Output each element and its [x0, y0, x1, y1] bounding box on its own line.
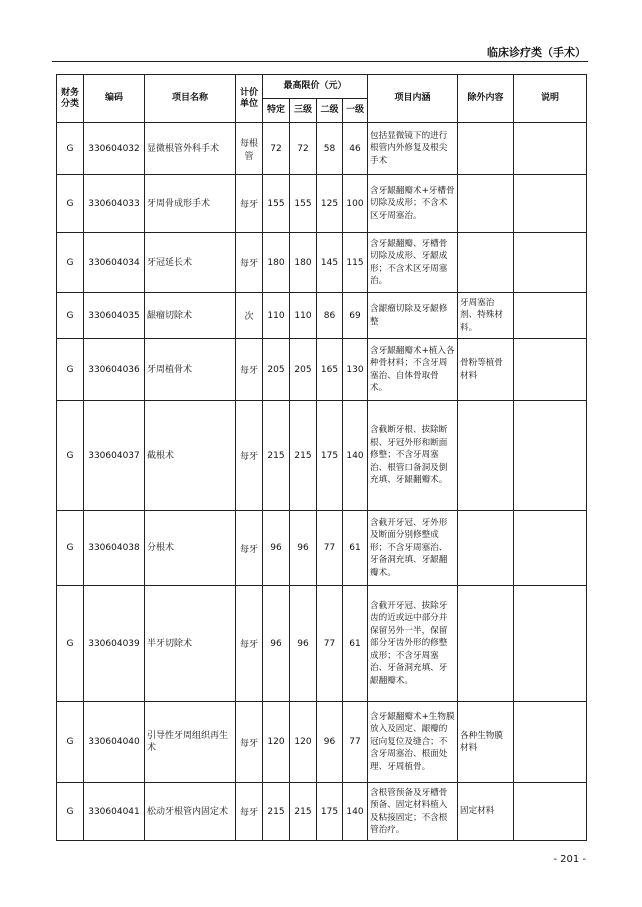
cell-price-l1: 115	[343, 233, 368, 293]
cell-content: 含根管预备及牙槽骨预备、固定材料植入及粘接固定；不含根管治疗。	[368, 783, 458, 841]
cell-exclude	[458, 175, 514, 233]
cell-note	[514, 586, 587, 702]
cell-code: 330604034	[84, 233, 145, 293]
cell-unit: 每牙	[236, 233, 263, 293]
cell-name: 牙周骨成形手术	[145, 175, 236, 233]
cell-price-special: 96	[263, 511, 290, 586]
cell-unit: 每根 管	[236, 123, 263, 175]
cell-category: G	[57, 783, 84, 841]
cell-price-l3: 96	[290, 586, 317, 702]
cell-price-l3: 96	[290, 511, 317, 586]
cell-note	[514, 175, 587, 233]
cell-price-l3: 155	[290, 175, 317, 233]
cell-name: 牙冠延长术	[145, 233, 236, 293]
cell-exclude	[458, 511, 514, 586]
cell-price-l2: 77	[317, 586, 343, 702]
col-header-category: 财务 分类	[57, 75, 84, 123]
cell-price-special: 205	[263, 339, 290, 401]
cell-unit: 每牙	[236, 783, 263, 841]
table-row	[57, 586, 587, 702]
cell-exclude: 牙周塞治剂、特殊材料。	[458, 293, 514, 339]
col-header-content: 项目内涵	[368, 75, 458, 123]
col-header-code: 编码	[84, 75, 145, 123]
cell-exclude	[458, 233, 514, 293]
cell-price-l2: 145	[317, 233, 343, 293]
cell-note	[514, 401, 587, 511]
cell-name: 松动牙根管内固定术	[145, 783, 236, 841]
cell-note	[514, 511, 587, 586]
cell-price-l2: 165	[317, 339, 343, 401]
table-row	[57, 339, 587, 401]
col-header-name: 项目名称	[145, 75, 236, 123]
cell-category: G	[57, 586, 84, 702]
cell-exclude	[458, 123, 514, 175]
cell-price-l3: 72	[290, 123, 317, 175]
cell-price-l3: 120	[290, 702, 317, 783]
cell-note	[514, 339, 587, 401]
cell-name: 半牙切除术	[145, 586, 236, 702]
cell-unit: 每牙	[236, 511, 263, 586]
cell-unit: 每牙	[236, 339, 263, 401]
table-body	[57, 123, 587, 841]
cell-price-l2: 175	[317, 783, 343, 841]
col-header-price-l1: 一级	[343, 99, 368, 123]
table-row	[57, 783, 587, 841]
col-header-price-l2: 二级	[317, 99, 343, 123]
cell-price-l1: 61	[343, 511, 368, 586]
cell-price-l3: 215	[290, 401, 317, 511]
table-row	[57, 293, 587, 339]
cell-code: 330604036	[84, 339, 145, 401]
col-header-price-l3: 三级	[290, 99, 317, 123]
col-header-unit: 计价 单位	[236, 75, 263, 123]
cell-price-special: 215	[263, 783, 290, 841]
cell-content: 含截开牙冠、拔除牙齿的近或远中部分并保留另外一半，保留部分牙齿外形的修整成形；不含牙周塞治、牙备洞充填、牙龈翻瓣术。	[368, 586, 458, 702]
cell-code: 330604040	[84, 702, 145, 783]
cell-price-l1: 140	[343, 401, 368, 511]
cell-price-l2: 96	[317, 702, 343, 783]
table-row	[57, 233, 587, 293]
cell-content: 含牙龈翻瓣术+植入各种骨材料；不含牙周塞治、自体骨取骨术。	[368, 339, 458, 401]
cell-content: 含牙龈翻瓣、牙槽骨切除及成形、牙龈成形；不含术区牙周塞治。	[368, 233, 458, 293]
cell-name: 截根术	[145, 401, 236, 511]
cell-note	[514, 702, 587, 783]
cell-unit: 每牙	[236, 401, 263, 511]
cell-price-l3: 215	[290, 783, 317, 841]
table-row	[57, 511, 587, 586]
cell-exclude: 各种生物膜材料	[458, 702, 514, 783]
cell-price-l1: 100	[343, 175, 368, 233]
page-header-title: 临床诊疗类（手术）	[487, 46, 586, 59]
price-table	[56, 74, 587, 841]
cell-price-l2: 86	[317, 293, 343, 339]
cell-price-l2: 125	[317, 175, 343, 233]
cell-name: 龈瘤切除术	[145, 293, 236, 339]
cell-note	[514, 123, 587, 175]
table-row	[57, 702, 587, 783]
cell-name: 分根术	[145, 511, 236, 586]
cell-category: G	[57, 175, 84, 233]
cell-price-l1: 140	[343, 783, 368, 841]
cell-category: G	[57, 401, 84, 511]
cell-content: 包括显微镜下的进行根管内外修复及根尖手术	[368, 123, 458, 175]
cell-unit: 每牙	[236, 702, 263, 783]
page-number: - 201 -	[553, 854, 586, 865]
table-row	[57, 175, 587, 233]
col-header-price-special: 特定	[263, 99, 290, 123]
cell-category: G	[57, 123, 84, 175]
cell-note	[514, 293, 587, 339]
cell-price-special: 110	[263, 293, 290, 339]
cell-content: 含截断牙根、拔除断根、牙冠外形和断面修整；不含牙周塞治、根管口备洞及倒充填、牙龈翻瓣术。	[368, 401, 458, 511]
cell-price-l1: 46	[343, 123, 368, 175]
cell-price-l2: 175	[317, 401, 343, 511]
cell-name: 引导性牙周组织再生术	[145, 702, 236, 783]
cell-price-l1: 77	[343, 702, 368, 783]
cell-category: G	[57, 233, 84, 293]
cell-code: 330604039	[84, 586, 145, 702]
cell-content: 含牙龈翻瓣术+牙槽骨切除及成形；不含术区牙周塞治。	[368, 175, 458, 233]
cell-content: 含龈瘤切除及牙龈修整	[368, 293, 458, 339]
cell-note	[514, 783, 587, 841]
cell-price-special: 180	[263, 233, 290, 293]
cell-category: G	[57, 702, 84, 783]
cell-content: 含截开牙冠、牙外形及断面分别修整成形；不含牙周塞治、牙备洞充填、牙龈翻瓣术。	[368, 511, 458, 586]
cell-code: 330604035	[84, 293, 145, 339]
cell-exclude: 骨粉等植骨材料	[458, 339, 514, 401]
cell-price-special: 72	[263, 123, 290, 175]
cell-name: 显微根管外科手术	[145, 123, 236, 175]
cell-price-special: 215	[263, 401, 290, 511]
cell-price-special: 155	[263, 175, 290, 233]
cell-unit: 每牙	[236, 175, 263, 233]
cell-code: 330604032	[84, 123, 145, 175]
cell-price-l1: 130	[343, 339, 368, 401]
cell-exclude	[458, 401, 514, 511]
cell-price-special: 120	[263, 702, 290, 783]
cell-price-l3: 205	[290, 339, 317, 401]
cell-price-l3: 110	[290, 293, 317, 339]
cell-price-l1: 69	[343, 293, 368, 339]
cell-code: 330604033	[84, 175, 145, 233]
cell-code: 330604038	[84, 511, 145, 586]
col-header-maxprice: 最高限价（元）	[263, 75, 368, 99]
cell-price-l3: 180	[290, 233, 317, 293]
cell-exclude: 固定材料	[458, 783, 514, 841]
cell-exclude	[458, 586, 514, 702]
table-row	[57, 401, 587, 511]
col-header-exclude: 除外内容	[458, 75, 514, 123]
cell-note	[514, 233, 587, 293]
cell-price-l1: 61	[343, 586, 368, 702]
cell-content: 含牙龈翻瓣术+生物膜放入及固定、龈瓣的冠向复位及缝合；不含牙周塞治、根面处理、牙周植骨。	[368, 702, 458, 783]
table-row	[57, 123, 587, 175]
cell-unit: 每牙	[236, 586, 263, 702]
cell-code: 330604037	[84, 401, 145, 511]
cell-unit: 次	[236, 293, 263, 339]
cell-code: 330604041	[84, 783, 145, 841]
col-header-note: 说明	[514, 75, 587, 123]
cell-price-l2: 58	[317, 123, 343, 175]
cell-price-special: 96	[263, 586, 290, 702]
cell-category: G	[57, 511, 84, 586]
cell-category: G	[57, 339, 84, 401]
cell-price-l2: 77	[317, 511, 343, 586]
cell-category: G	[57, 293, 84, 339]
header-rule	[52, 61, 588, 62]
cell-name: 牙周植骨术	[145, 339, 236, 401]
